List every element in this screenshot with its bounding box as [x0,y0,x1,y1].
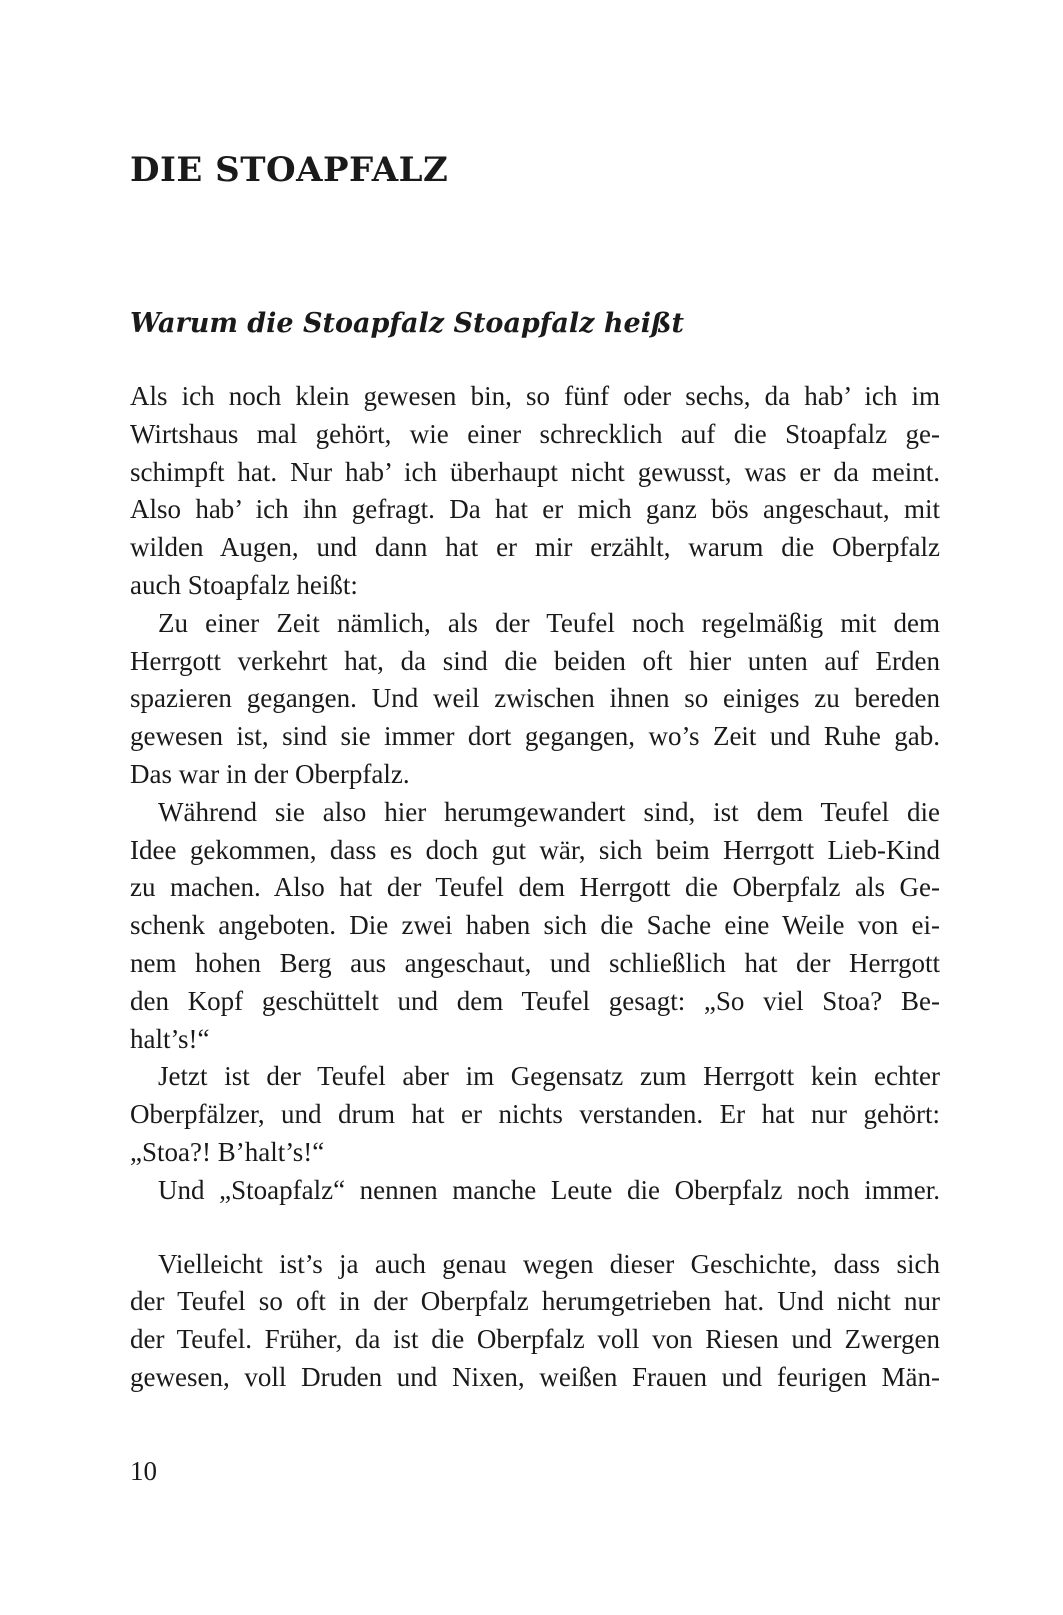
text-line: schenk angeboten. Die zwei haben sich die Sache eine Weile von ei- [130,910,940,941]
text-line: Also hab’ ich ihn gefragt. Da hat er mich ganz bös angeschaut, mit [130,494,940,525]
paragraph-gap [130,1210,940,1246]
text-line: Idee gekommen, dass es doch gut wär, sich beim Herrgott Lieb-Kind [130,834,940,865]
text-line: nem hohen Berg aus angeschaut, und schließlich hat der Herrgott [130,947,940,978]
text-line: Das war in der Oberpfalz. [130,758,410,789]
page-number: 10 [130,1456,157,1486]
chapter-title: DIE STOAPFALZ [130,150,449,190]
text-line: spazieren gegangen. Und weil zwischen ihnen so einiges zu bereden [130,683,940,714]
text-line: zu machen. Also hat der Teufel dem Herrgott die Oberpfalz als Ge- [130,872,940,903]
text-line: Während sie also hier herumgewandert sind, ist dem Teufel die [158,796,940,827]
text-line: Vielleicht ist’s ja auch genau wegen dieser Geschichte, dass sich [158,1248,940,1279]
text-line: wilden Augen, und dann hat er mir erzählt, warum die Oberpfalz [130,532,940,563]
text-line: Oberpfälzer, und drum hat er nichts verstanden. Er hat nur gehört: [130,1099,940,1130]
text-line: Jetzt ist der Teufel aber im Gegensatz zum Herrgott kein echter [158,1061,940,1092]
text-line: „Stoa?! B’halt’s!“ [130,1136,325,1167]
text-line: Zu einer Zeit nämlich, als der Teufel noch regelmäßig mit dem [158,607,940,638]
text-line: den Kopf geschüttelt und dem Teufel gesagt: „So viel Stoa? Be- [130,985,940,1016]
text-line: Und „Stoapfalz“ nennen manche Leute die Oberpfalz noch immer. [158,1174,940,1205]
text-line: Wirtshaus mal gehört, wie einer schrecklich auf die Stoapfalz ge- [130,418,940,449]
text-line: halt’s!“ [130,1023,210,1054]
section-title: Warum die Stoapfalz Stoapfalz heißt [130,308,684,339]
text-line: der Teufel. Früher, da ist die Oberpfalz voll von Riesen und Zwergen [130,1324,940,1355]
text-line: gewesen, voll Druden und Nixen, weißen Frauen und feurigen Män- [130,1361,940,1392]
text-line: Herrgott verkehrt hat, da sind die beiden oft hier unten auf Erden [130,645,940,676]
text-line: schimpft hat. Nur hab’ ich überhaupt nicht gewusst, was er da meint. [130,456,940,487]
text-line: auch Stoapfalz heißt: [130,569,358,600]
text-line: Als ich noch klein gewesen bin, so fünf oder sechs, da hab’ ich im [130,381,940,411]
body-text [130,378,940,1397]
text-line: gewesen ist, sind sie immer dort gegangen, wo’s Zeit und Ruhe gab. [130,721,940,752]
text-line: der Teufel so oft in der Oberpfalz herumgetrieben hat. Und nicht nur [130,1286,940,1317]
